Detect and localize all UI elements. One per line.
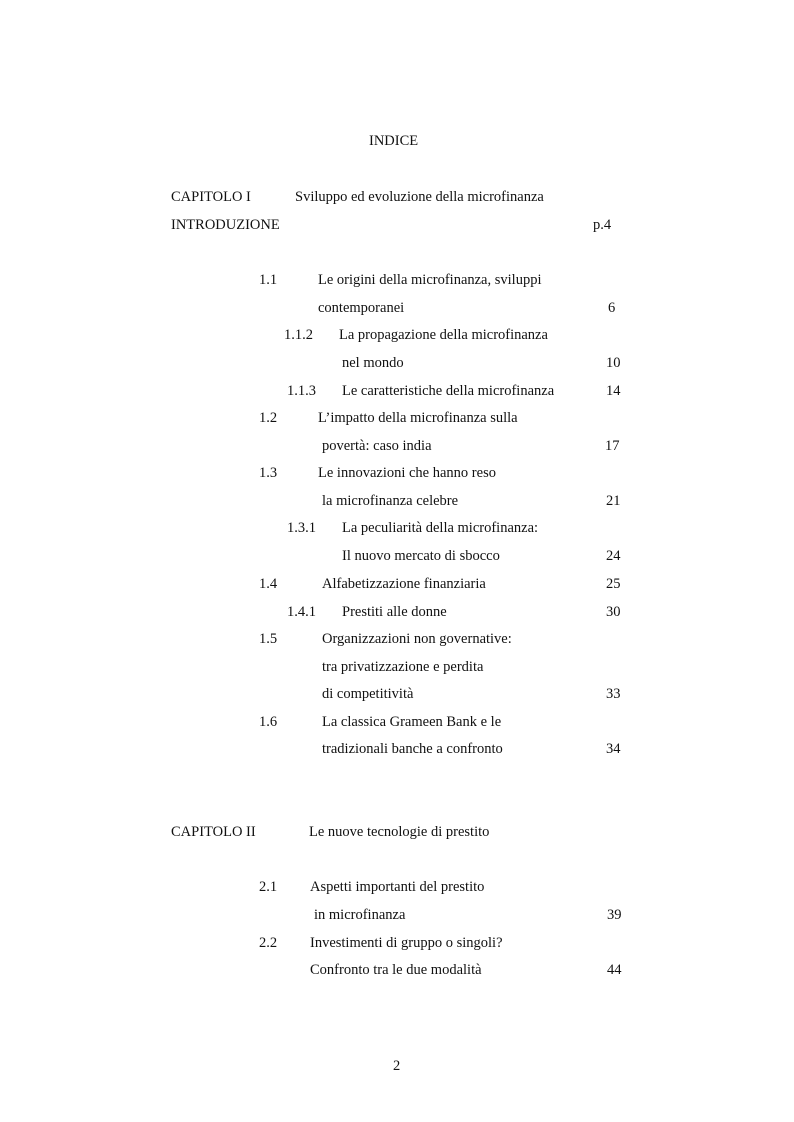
entry-text-line: Confronto tra le due modalità: [310, 962, 482, 978]
introduction-label: INTRODUZIONE: [171, 217, 280, 233]
entry-page: 34: [606, 741, 621, 757]
entry-text-line: Organizzazioni non governative:: [322, 631, 512, 647]
entry-text-line: contemporanei: [318, 300, 405, 316]
entry-text-line: in microfinanza: [314, 907, 406, 923]
entry-text-line: Investimenti di gruppo o singoli?: [310, 935, 503, 951]
page-title: INDICE: [369, 133, 419, 149]
entry-text-line: Prestiti alle donne: [342, 604, 447, 620]
entry-number: 1.4.1: [287, 604, 316, 620]
entry-number: 2.2: [259, 935, 278, 951]
entry-number: 1.2: [259, 410, 278, 426]
entry-text-line: Alfabetizzazione finanziaria: [322, 576, 486, 592]
entry-number: 1.3.1: [287, 520, 316, 536]
entry-page: 25: [606, 576, 621, 592]
entry-text-line: tradizionali banche a confronto: [322, 741, 503, 757]
entry-page: 24: [606, 548, 621, 564]
entry-text-line: la microfinanza celebre: [322, 493, 459, 509]
entry-text-line: L’impatto della microfinanza sulla: [318, 410, 518, 426]
entry-number: 1.1.3: [287, 383, 316, 399]
entry-page: 17: [605, 438, 620, 454]
entry-text-line: La peculiarità della microfinanza:: [342, 520, 539, 536]
entry-text-line: di competitività: [322, 686, 414, 702]
entry-page: 33: [606, 686, 621, 702]
entry-number: 1.6: [259, 714, 278, 730]
entry-page: 44: [607, 962, 622, 978]
entry-text-line: Le innovazioni che hanno reso: [318, 465, 496, 481]
entry-text-line: Le origini della microfinanza, sviluppi: [318, 272, 542, 288]
entry-number: 2.1: [259, 879, 278, 895]
entry-text-line: La classica Grameen Bank e le: [322, 714, 502, 730]
entry-page: 39: [607, 907, 622, 923]
entry-text-line: Il nuovo mercato di sbocco: [342, 548, 500, 564]
introduction-page: p.4: [593, 217, 612, 233]
entry-page: 14: [606, 383, 621, 399]
chapter-2-title: Le nuove tecnologie di prestito: [309, 824, 490, 840]
entry-page: 10: [606, 355, 621, 371]
entry-number: 1.3: [259, 465, 278, 481]
entry-text-line: tra privatizzazione e perdita: [322, 659, 484, 675]
entry-number: 1.4: [259, 576, 278, 592]
chapter-1-title: Sviluppo ed evoluzione della microfinanza: [295, 189, 544, 205]
entry-number: 1.1.2: [284, 327, 313, 343]
entry-text-line: Le caratteristiche della microfinanza: [342, 383, 555, 399]
chapter-2-label: CAPITOLO II: [171, 824, 256, 840]
entry-text-line: La propagazione della microfinanza: [339, 327, 548, 343]
entry-page: 6: [608, 300, 616, 316]
entry-number: 1.5: [259, 631, 278, 647]
entry-number: 1.1: [259, 272, 278, 288]
entry-page: 21: [606, 493, 621, 509]
entry-text-line: Aspetti importanti del prestito: [310, 879, 485, 895]
chapter-1-label: CAPITOLO I: [171, 189, 251, 205]
page-number: 2: [393, 1058, 401, 1074]
entry-text-line: nel mondo: [342, 355, 404, 371]
entry-page: 30: [606, 604, 621, 620]
entry-text-line: povertà: caso india: [322, 438, 432, 454]
